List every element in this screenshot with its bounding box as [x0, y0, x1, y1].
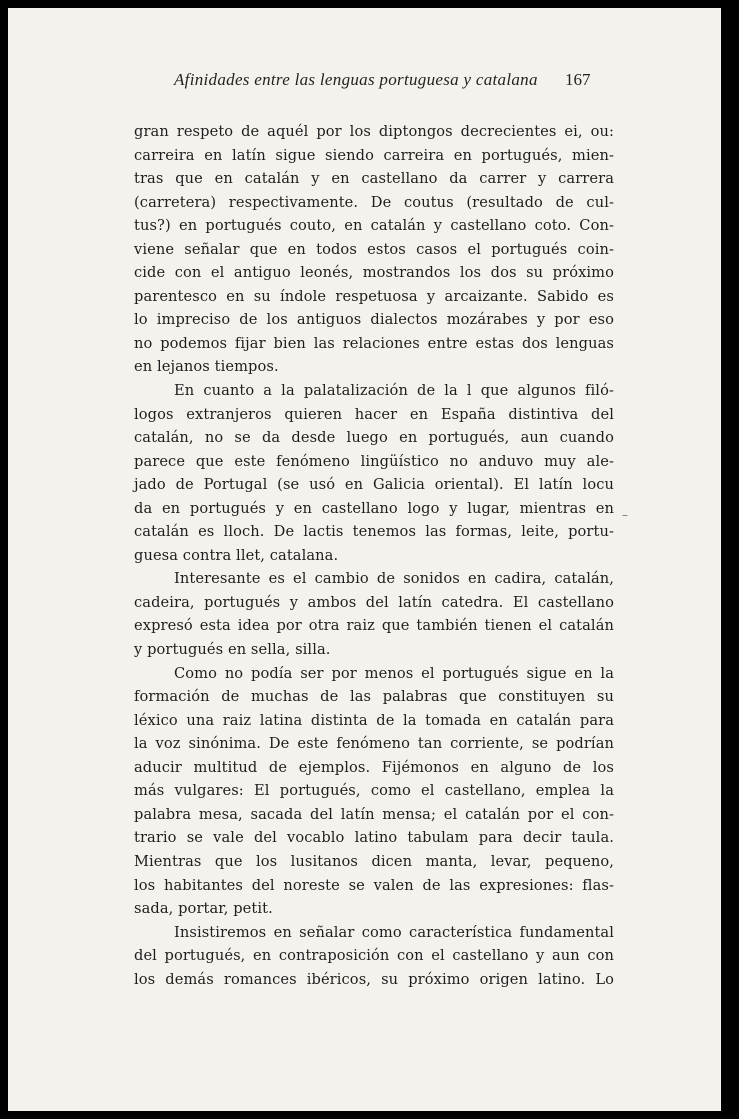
text-line: logos extranjeros quieren hacer en España distintiva del	[134, 405, 614, 423]
text-line: tus?) en portugués couto, en catalán y castellano coto. Con-	[134, 217, 614, 235]
page-number: 167	[565, 70, 591, 89]
margin-dash-mark: –	[622, 508, 628, 522]
paragraph-start-line: En cuanto a la palatalización de la l que algunos filó-	[174, 382, 614, 400]
text-line: lo impreciso de los antiguos dialectos mozárabes y por eso	[134, 311, 614, 329]
paragraph-end-line: guesa contra llet, catalana.	[134, 546, 339, 564]
paragraph-start-line: Interesante es el cambio de sonidos en cadira, catalán,	[174, 570, 614, 588]
text-line: da en portugués y en castellano logo y lugar, mientras en	[134, 499, 614, 517]
text-line: no podemos fijar bien las relaciones entre estas dos lenguas	[134, 334, 614, 352]
text-line: trario se vale del vocablo latino tabulam para decir taula.	[134, 829, 614, 847]
running-title: Afinidades entre las lenguas portuguesa y catalana	[174, 70, 538, 89]
paragraph-start-line: Insistiremos en señalar como característica fundamental	[174, 923, 614, 941]
text-line: los habitantes del noreste se valen de las expresiones: flas-	[134, 876, 614, 894]
paragraph-end-line: sada, portar, petit.	[134, 900, 273, 918]
text-line: catalán es lloch. De lactis tenemos las formas, leite, portu-	[134, 523, 614, 541]
text-line: aducir multitud de ejemplos. Fijémonos en alguno de los	[134, 758, 614, 776]
text-line: catalán, no se da desde luego en portugués, aun cuando	[134, 429, 614, 447]
text-line: más vulgares: El portugués, como el castellano, emplea la	[134, 782, 614, 800]
paragraph-start-line: Como no podía ser por menos el portugués sigue en la	[174, 664, 614, 682]
text-line: parentesco en su índole respetuosa y arcaizante. Sabido es	[134, 287, 614, 305]
text-line: del portugués, en contraposición con el castellano y aun con	[134, 947, 614, 965]
text-line: palabra mesa, sacada del latín mensa; el catalán por el con-	[134, 805, 614, 823]
running-head	[8, 70, 721, 94]
body-text	[134, 120, 614, 991]
text-line: jado de Portugal (se usó en Galicia oriental). El latín locu	[134, 476, 614, 494]
text-line: cide con el antiguo leonés, mostrandos los dos su próximo	[134, 264, 614, 282]
text-line: cadeira, portugués y ambos del latín catedra. El castellano	[134, 593, 614, 611]
text-line: viene señalar que en todos estos casos el portugués coin-	[134, 240, 614, 258]
text-line: expresó esta idea por otra raiz que también tienen el catalán	[134, 617, 614, 635]
text-line: (carretera) respectivamente. De coutus (resultado de cul-	[134, 193, 614, 211]
text-line: gran respeto de aquél por los diptongos decrecientes ei, ou:	[134, 123, 614, 140]
text-line: la voz sinónima. De este fenómeno tan corriente, se podrían	[134, 735, 614, 753]
text-line: parece que este fenómeno lingüístico no anduvo muy ale-	[134, 452, 614, 470]
text-line: léxico una raiz latina distinta de la tomada en catalán para	[134, 711, 614, 729]
text-line: carreira en latín sigue siendo carreira en portugués, mien-	[134, 146, 614, 164]
paragraph-end-line: y portugués en sella, silla.	[134, 641, 331, 659]
book-page	[8, 8, 721, 1111]
text-line: los demás romances ibéricos, su próximo origen latino. Lo	[134, 970, 614, 988]
text-line: Mientras que los lusitanos dicen manta, levar, pequeno,	[134, 852, 614, 870]
text-line: tras que en catalán y en castellano da carrer y carrera	[134, 170, 614, 188]
text-line: formación de muchas de las palabras que constituyen su	[134, 688, 614, 706]
paragraph-end-line: en lejanos tiempos.	[134, 358, 279, 376]
